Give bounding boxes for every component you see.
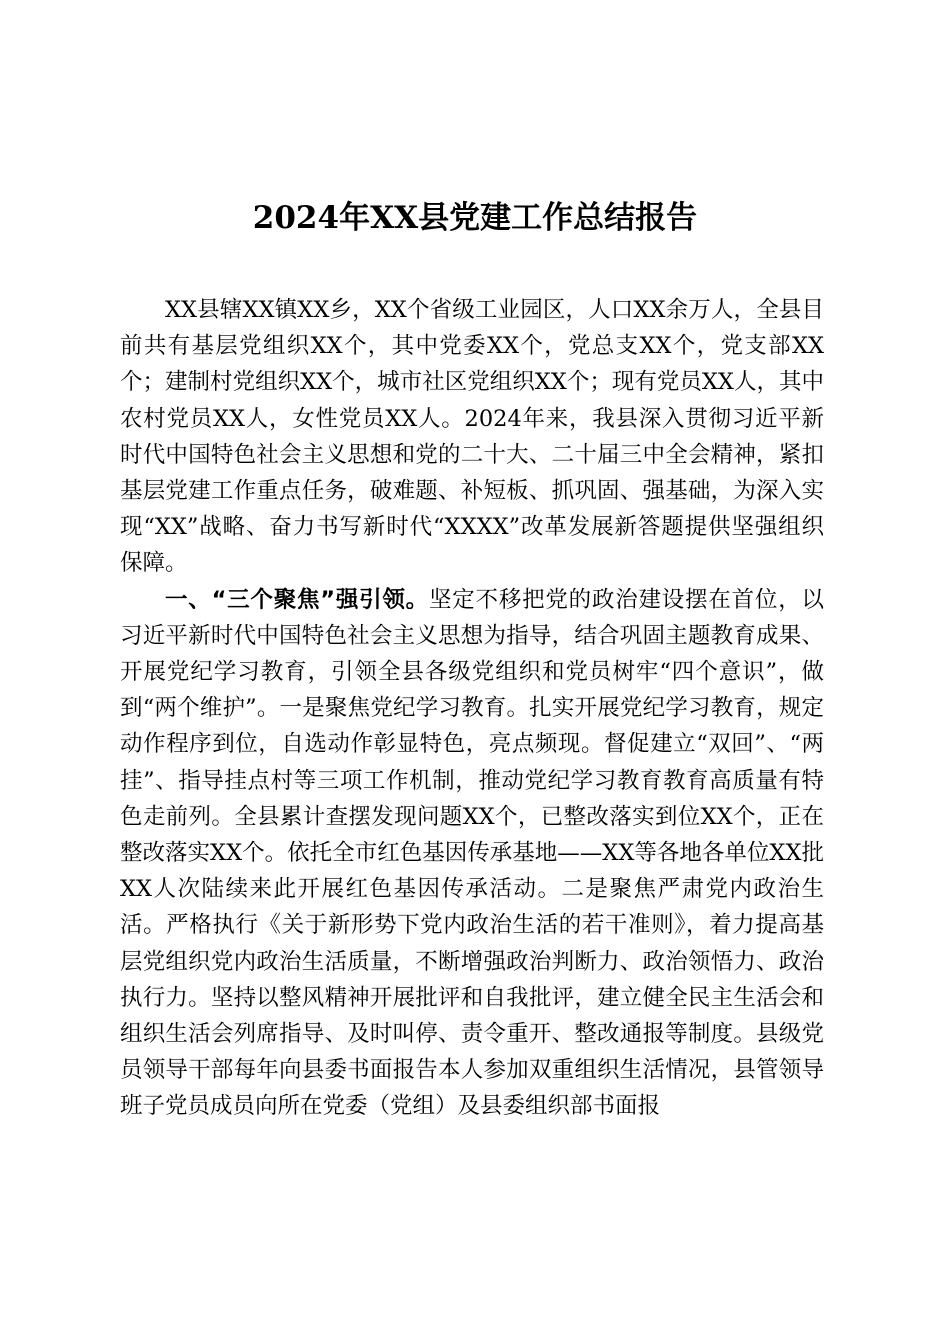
paragraph-section-1	[120, 582, 824, 1125]
document-title: 2024年XX县党建工作总结报告	[252, 200, 698, 236]
section-heading: 一、“三个聚焦”强引领。	[165, 586, 429, 613]
paragraph-intro: XX县辖XX镇XX乡，XX个省级工业园区，人口XX余万人，全县目前共有基层党组织XX个，其中党委XX个，党总支XX个，党支部XX个；建制村党组织XX个，城市社区党组织XX个；现有党员XX人，其中农村党员XX人，女性党员XX人。2024年来，我县深入贯彻习近平新时代中国特色社会主义思想和党的二十大、二十届三中全会精神，紧扣基层党建工作重点任务，破难题、补短板、抓巩固、强基础，为深入实现“XX”战略、奋力书写新时代“XXXX”改革发展新答题提供坚强组织保障。	[120, 297, 824, 577]
document-body	[120, 292, 824, 1125]
section-1-text: 坚定不移把党的政治建设摆在首位，以习近平新时代中国特色社会主义思想为指导，结合巩固主题教育成果、开展党纪学习教育，引领全县各级党组织和党员树牢“四个意识”，做到“两个维护”。一是聚焦党纪学习教育。扎实开展党纪学习教育，规定动作程序到位，自选动作彰显特色，亮点频现。督促建立“双回”、“两挂”、指导挂点村等三项工作机制，推动党纪学习教育教育高质量有特色走前列。全县累计查摆发现问题XX个，已整改落实到位XX个，正在整改落实XX个。依托全市红色基因传承基地——XX等各地各单位XX批XX人次陆续来此开展红色基因传承活动。二是聚焦严肃党内政治生活。严格执行《关于新形势下党内政治生活的若干准则》，着力提高基层党组织党内政治生活质量，不断增强政治判断力、政治领悟力、政治执行力。坚持以整风精神开展批评和自我批评，建立健全民主生活会和组织生活会列席指导、及时叫停、责令重开、整改通报等制度。县级党员领导干部每年向县委书面报告本人参加双重组织生活情况，县管领导班子党员成员向所在党委（党组）及县委组织部书面报	[120, 586, 824, 1120]
